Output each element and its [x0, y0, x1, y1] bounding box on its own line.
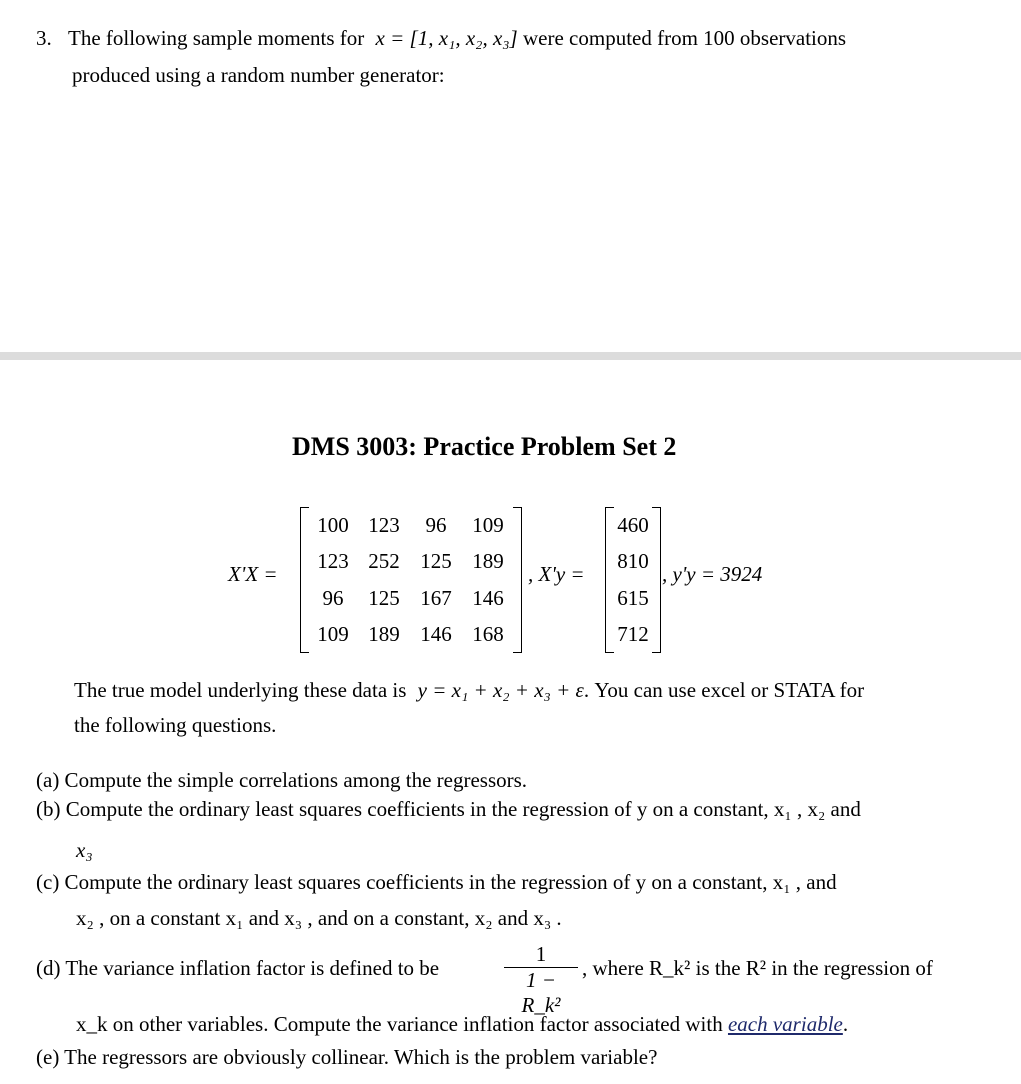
x-vector: x = [1, x₁, x₂, x₃]: [375, 26, 518, 50]
vif-denominator: 1 − R_k²: [504, 967, 578, 1018]
problem-intro-line1: [68, 26, 846, 51]
each-variable-link[interactable]: each variable: [727, 1012, 843, 1036]
xx-matrix: [300, 507, 522, 653]
model-line2: the following questions.: [74, 713, 277, 737]
question-d-post: , where R_k² is the R² in the regression of: [582, 956, 933, 980]
question-d-pre: (d) The variance inflation factor is defined to be: [36, 956, 440, 980]
xx-cell: 125: [368, 585, 400, 610]
xx-cell: 167: [420, 585, 452, 610]
xx-cell: 125: [420, 549, 452, 574]
xx-cell: 146: [472, 585, 504, 610]
xx-cell: 146: [420, 622, 452, 647]
model-line1: [74, 678, 864, 703]
intro-text-a: The following sample moments for: [68, 26, 365, 50]
xx-cell: 109: [472, 512, 504, 537]
xx-cell: 189: [368, 622, 400, 647]
xx-cell: 123: [368, 512, 400, 537]
xy-label: , X'y =: [528, 562, 585, 586]
document-title: DMS 3003: Practice Problem Set 2: [292, 432, 677, 461]
xx-cell: 96: [322, 585, 344, 610]
xy-cell: 810: [617, 549, 649, 574]
vif-fraction: [504, 942, 578, 1018]
question-c-line2: x₂ , on a constant x₁ and x₃ , and on a constant, x₂ and x₃ .: [76, 906, 562, 930]
xy-cell: 615: [617, 585, 649, 610]
xx-label: X'X =: [228, 562, 278, 586]
question-e: (e) The regressors are obviously collinear. Which is the problem variable?: [36, 1045, 658, 1069]
yy-value: , y'y = 3924: [662, 562, 763, 586]
xx-cell: 100: [317, 512, 349, 537]
question-b-line1: (b) Compute the ordinary least squares coefficients in the regression of y on a constant, x₁ , x₂ and: [36, 797, 861, 821]
page-top: [0, 0, 1021, 352]
xy-cell: 460: [617, 512, 649, 537]
model-equation: y = x₁ + x₂ + x₃ + ε: [417, 678, 584, 702]
question-c-line1: (c) Compute the ordinary least squares coefficients in the regression of y on a constant, x₁ , and: [36, 870, 837, 894]
question-d-line2: [76, 1012, 848, 1037]
model-text-a: The true model underlying these data is: [74, 678, 407, 702]
page-divider: [0, 352, 1021, 360]
xx-cell: 252: [368, 549, 400, 574]
problem-intro-line2: produced using a random number generator:: [72, 63, 445, 87]
model-text-b: . You can use excel or STATA for: [583, 678, 865, 702]
xx-cell: 168: [472, 622, 504, 647]
question-d-line2-end: .: [842, 1012, 849, 1036]
page-bottom: [0, 360, 1021, 1084]
xx-cell: 109: [317, 622, 349, 647]
xy-vector: [605, 507, 661, 653]
question-d-line2-text: x_k on other variables. Compute the variance inflation factor associated with: [76, 1012, 723, 1036]
xx-cell: 189: [472, 549, 504, 574]
question-a: (a) Compute the simple correlations among the regressors.: [36, 768, 528, 792]
intro-text-b: were computed from 100 observations: [522, 26, 847, 50]
vif-numerator: 1: [535, 942, 547, 966]
question-b-line2: x₃: [76, 838, 93, 862]
xy-cell: 712: [617, 622, 649, 647]
xx-cell: 96: [425, 512, 447, 537]
xx-cell: 123: [317, 549, 349, 574]
problem-number: 3.: [36, 26, 52, 50]
